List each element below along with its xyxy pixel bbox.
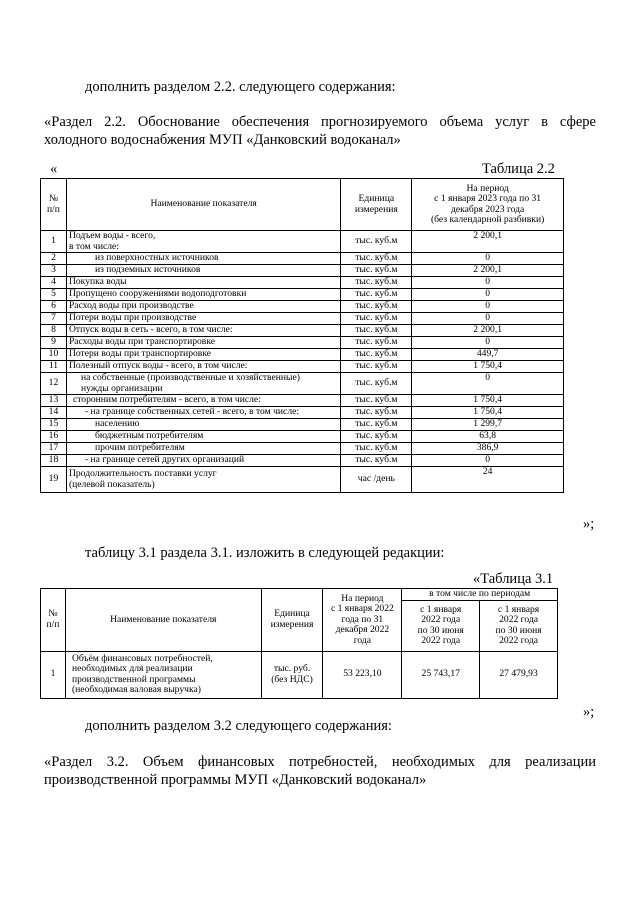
table-row [41,253,564,265]
row-value: 2 200,1 [412,231,564,253]
row-name: на собственные (производственные и хозяйственные) нужды организации [66,373,340,395]
row-num: 3 [41,265,67,277]
section-2-2-title-line2: холодного водоснабжения МУП «Данковский водоканал» [44,132,401,148]
intro-table-3-1: таблицу 3.1 раздела 3.1. изложить в следующей редакции: [85,545,445,561]
row-num: 5 [41,289,67,301]
row-unit: тыс. куб.м [341,325,412,337]
row-value: 0 [412,301,564,313]
table-2-2 [40,178,564,493]
table-row [41,361,564,373]
intro-section-3-2: дополнить разделом 3.2 следующего содержания: [85,718,392,734]
row-unit: тыс. куб.м [341,361,412,373]
row-name: Потери воды при транспортировке [66,349,340,361]
t31-row-num: 1 [41,651,66,698]
row-name: из поверхностных источников [66,253,340,265]
row-value: 0 [412,337,564,349]
row-unit: тыс. куб.м [341,431,412,443]
section-3-2-title-line2: производственной программы МУП «Данковский водоканал» [44,772,427,788]
table-row [41,231,564,253]
t31-row-name: Объём финансовых потребностей, необходимых для реализации производственной программы (необходимая валовая выручка) [65,651,261,698]
row-value: 1 750,4 [412,395,564,407]
row-unit: тыс. куб.м [341,313,412,325]
row-unit: тыс. куб.м [341,277,412,289]
row-unit: тыс. куб.м [341,301,412,313]
table-row [41,349,564,361]
t31-row-total: 53 223,10 [323,651,402,698]
table-row [41,431,564,443]
row-num: 10 [41,349,67,361]
row-num: 13 [41,395,67,407]
section-3-2-title-line1: «Раздел 3.2. Объем финансовых потребностей, необходимых для реализации [44,754,596,770]
row-num: 8 [41,325,67,337]
row-value: 1 299,7 [412,419,564,431]
section-2-2-title-line1: «Раздел 2.2. Обоснование обеспечения прогнозируемого объема услуг в сфере [44,114,596,130]
row-name: Подъем воды - всего, в том числе: [66,231,340,253]
row-value: 0 [412,253,564,265]
table-2-2-caption: Таблица 2.2 [482,161,555,177]
row-num: 11 [41,361,67,373]
header-name: Наименование показателя [66,179,340,231]
row-unit: тыс. куб.м [341,231,412,253]
table-row [41,289,564,301]
row-unit: час /день [341,467,412,493]
row-value: 1 750,4 [412,407,564,419]
table-row [41,419,564,431]
table-row [41,277,564,289]
row-num: 2 [41,253,67,265]
row-name: Расходы воды при транспортировке [66,337,340,349]
row-name: - на границе сетей других организаций [66,455,340,467]
row-num: 12 [41,373,67,395]
row-value: 0 [412,289,564,301]
t31-header-name: Наименование показателя [65,589,261,652]
t31-header-incl: в том числе по периодам [402,589,558,601]
row-unit: тыс. куб.м [341,443,412,455]
row-unit: тыс. куб.м [341,373,412,395]
row-unit: тыс. куб.м [341,407,412,419]
table-row [41,373,564,395]
row-value: 24 [412,467,564,493]
row-name: из подземных источников [66,265,340,277]
row-name: Продолжительность поставки услуг (целевой показатель) [66,467,340,493]
row-num: 1 [41,231,67,253]
row-value: 0 [412,277,564,289]
row-value: 1 750,4 [412,361,564,373]
row-unit: тыс. куб.м [341,289,412,301]
table-row [41,407,564,419]
intro-section-2-2: дополнить разделом 2.2. следующего содержания: [85,79,396,95]
row-name: Расход воды при производстве [66,301,340,313]
row-unit: тыс. куб.м [341,455,412,467]
header-period: На период с 1 января 2023 года по 31 декабря 2023 года (без календарной разбивки) [412,179,564,231]
table-2-2-open-quote: « [50,161,58,177]
row-num: 6 [41,301,67,313]
table-row [41,301,564,313]
header-unit: Единица измерения [341,179,412,231]
row-value: 63,8 [412,431,564,443]
row-unit: тыс. куб.м [341,253,412,265]
table-2-2-close-quote: »; [583,516,595,532]
row-num: 7 [41,313,67,325]
t31-header-sub1: с 1 января 2022 года по 30 июня 2022 года [402,600,480,651]
row-num: 16 [41,431,67,443]
row-unit: тыс. куб.м [341,395,412,407]
row-name: Полезный отпуск воды - всего, в том числе: [66,361,340,373]
header-num: № п/п [41,179,67,231]
table-row [41,395,564,407]
t31-row-p2: 27 479,93 [480,651,558,698]
t31-header-sub2: с 1 января 2022 года по 30 июня 2022 года [480,600,558,651]
t31-header-unit: Единица измерения [261,589,323,652]
row-value: 0 [412,455,564,467]
row-value: 2 200,1 [412,325,564,337]
table-row [41,443,564,455]
row-name: Покупка воды [66,277,340,289]
row-value: 449,7 [412,349,564,361]
t31-header-period: На период с 1 января 2022 года по 31 декабря 2022 года [323,589,402,652]
table-row [41,455,564,467]
table-row [41,337,564,349]
row-num: 14 [41,407,67,419]
t31-row-unit: тыс. руб. (без НДС) [261,651,323,698]
row-name: населению [66,419,340,431]
row-value: 2 200,1 [412,265,564,277]
row-num: 9 [41,337,67,349]
row-num: 18 [41,455,67,467]
table-row [41,313,564,325]
row-name: - на границе собственных сетей - всего, в том числе: [66,407,340,419]
row-num: 19 [41,467,67,493]
row-unit: тыс. куб.м [341,265,412,277]
table-row [41,325,564,337]
row-unit: тыс. куб.м [341,349,412,361]
t31-row-p1: 25 743,17 [402,651,480,698]
row-name: бюджетным потребителям [66,431,340,443]
row-name: Потери воды при производстве [66,313,340,325]
row-name: сторонним потребителям - всего, в том числе: [66,395,340,407]
table-3-1 [40,588,558,699]
row-name: прочим потребителям [66,443,340,455]
row-unit: тыс. куб.м [341,337,412,349]
table-row [41,265,564,277]
table-3-1-close-quote: »; [583,704,595,720]
table-row [41,467,564,493]
row-value: 0 [412,313,564,325]
table-3-1-caption: «Таблица 3.1 [473,571,554,587]
row-num: 4 [41,277,67,289]
row-num: 17 [41,443,67,455]
row-value: 386,9 [412,443,564,455]
row-num: 15 [41,419,67,431]
row-unit: тыс. куб.м [341,419,412,431]
row-name: Пропущено сооружениями водоподготовки [66,289,340,301]
row-value: 0 [412,373,564,395]
row-name: Отпуск воды в сеть - всего, в том числе: [66,325,340,337]
t31-header-num: № п/п [41,589,66,652]
